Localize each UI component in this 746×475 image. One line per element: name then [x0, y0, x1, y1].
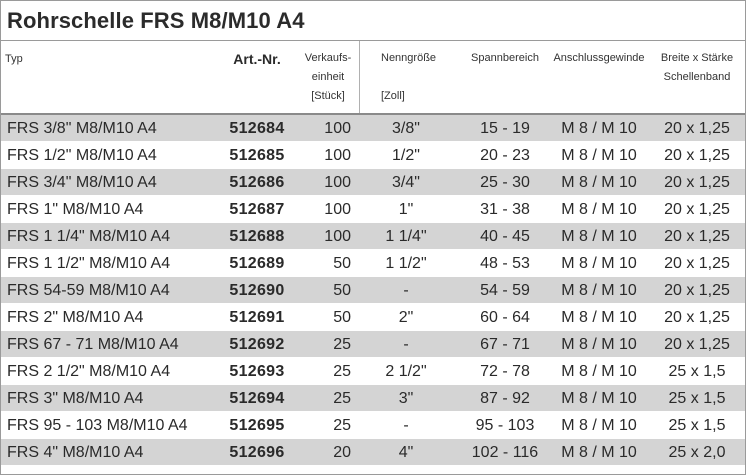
cell-clamp-range: 102 - 116: [471, 444, 539, 461]
cell-article-number: 512691: [229, 309, 285, 326]
cell-band-size: 25 x 1,5: [668, 390, 726, 407]
table-row: [1, 142, 745, 169]
cell-article-number: 512688: [229, 228, 285, 245]
table-header: [1, 41, 745, 115]
cell-sales-unit: 25: [333, 417, 351, 434]
cell-clamp-range: 25 - 30: [480, 174, 530, 191]
header-unit-line1: Verkaufs-: [304, 52, 352, 64]
cell-nominal-size: 3/4": [392, 174, 420, 191]
cell-article-number: 512696: [229, 444, 285, 461]
header-thread: Anschlussgewinde: [553, 52, 645, 64]
header-unit-line2: einheit: [311, 71, 345, 83]
cell-article-number: 512695: [229, 417, 285, 434]
cell-nominal-size: -: [403, 417, 409, 434]
header-size: [381, 49, 436, 106]
cell-sales-unit: 100: [324, 228, 351, 245]
cell-clamp-range: 72 - 78: [480, 363, 530, 380]
cell-article-number: 512684: [229, 120, 285, 137]
cell-band-size: 20 x 1,25: [664, 336, 730, 353]
cell-clamp-range: 95 - 103: [475, 417, 535, 434]
cell-clamp-range: 48 - 53: [480, 255, 530, 272]
header-size-line2: [Zoll]: [381, 90, 405, 102]
table-row: [1, 250, 745, 277]
cell-band-size: 20 x 1,25: [664, 255, 730, 272]
cell-thread: M 8 / M 10: [561, 417, 637, 434]
cell-article-number: 512694: [229, 390, 285, 407]
cell-type: FRS 95 - 103 M8/M10 A4: [7, 417, 188, 434]
cell-clamp-range: 87 - 92: [480, 390, 530, 407]
cell-type: FRS 1 1/2" M8/M10 A4: [7, 255, 171, 272]
cell-clamp-range: 20 - 23: [480, 147, 530, 164]
cell-sales-unit: 25: [333, 363, 351, 380]
header-clamp-range: Spannbereich: [471, 52, 539, 64]
cell-thread: M 8 / M 10: [561, 255, 637, 272]
cell-article-number: 512689: [229, 255, 285, 272]
cell-sales-unit: 20: [333, 444, 351, 461]
cell-sales-unit: 50: [333, 255, 351, 272]
cell-type: FRS 2 1/2" M8/M10 A4: [7, 363, 171, 380]
cell-thread: M 8 / M 10: [561, 228, 637, 245]
table-row: [1, 196, 745, 223]
header-band-line1: Breite x Stärke: [660, 52, 734, 64]
table-row: [1, 169, 745, 196]
cell-article-number: 512693: [229, 363, 285, 380]
cell-sales-unit: 25: [333, 390, 351, 407]
cell-sales-unit: 100: [324, 147, 351, 164]
cell-band-size: 20 x 1,25: [664, 147, 730, 164]
table-row: [1, 331, 745, 358]
cell-thread: M 8 / M 10: [561, 282, 637, 299]
cell-nominal-size: -: [403, 282, 409, 299]
table-row: [1, 439, 745, 466]
cell-clamp-range: 67 - 71: [480, 336, 530, 353]
cell-nominal-size: 1 1/2": [385, 255, 427, 272]
cell-clamp-range: 60 - 64: [480, 309, 530, 326]
cell-thread: M 8 / M 10: [561, 336, 637, 353]
cell-type: FRS 3" M8/M10 A4: [7, 390, 144, 407]
table-row: [1, 358, 745, 385]
cell-type: FRS 1/2" M8/M10 A4: [7, 147, 157, 164]
cell-band-size: 20 x 1,25: [664, 282, 730, 299]
cell-band-size: 20 x 1,25: [664, 201, 730, 218]
cell-sales-unit: 25: [333, 336, 351, 353]
header-unit-line3: [Stück]: [311, 90, 345, 102]
cell-band-size: 25 x 1,5: [668, 363, 726, 380]
cell-article-number: 512692: [229, 336, 285, 353]
cell-thread: M 8 / M 10: [561, 390, 637, 407]
cell-nominal-size: 3": [398, 390, 414, 407]
cell-nominal-size: 1": [398, 201, 414, 218]
cell-clamp-range: 15 - 19: [480, 120, 530, 137]
cell-nominal-size: 4": [398, 444, 414, 461]
cell-nominal-size: 3/8": [392, 120, 420, 137]
header-unit: [297, 49, 359, 106]
cell-article-number: 512685: [229, 147, 285, 164]
cell-article-number: 512690: [229, 282, 285, 299]
table-title: Rohrschelle FRS M8/M10 A4: [1, 1, 745, 41]
cell-nominal-size: 1 1/4": [385, 228, 427, 245]
cell-nominal-size: 2": [398, 309, 414, 326]
cell-sales-unit: 50: [333, 282, 351, 299]
header-band: [649, 49, 745, 87]
cell-sales-unit: 50: [333, 309, 351, 326]
cell-band-size: 25 x 2,0: [668, 444, 726, 461]
cell-band-size: 20 x 1,25: [664, 120, 730, 137]
cell-type: FRS 3/8" M8/M10 A4: [7, 120, 157, 137]
cell-sales-unit: 100: [324, 120, 351, 137]
cell-article-number: 512686: [229, 174, 285, 191]
cell-thread: M 8 / M 10: [561, 120, 637, 137]
header-band-line2: Schellenband: [663, 71, 731, 83]
table-row: [1, 304, 745, 331]
cell-band-size: 20 x 1,25: [664, 174, 730, 191]
cell-thread: M 8 / M 10: [561, 147, 637, 164]
cell-sales-unit: 100: [324, 201, 351, 218]
table-row: [1, 223, 745, 250]
cell-thread: M 8 / M 10: [561, 174, 637, 191]
cell-article-number: 512687: [229, 201, 285, 218]
cell-type: FRS 4" M8/M10 A4: [7, 444, 144, 461]
cell-clamp-range: 40 - 45: [480, 228, 530, 245]
table-body: [1, 115, 745, 466]
header-article: Art.-Nr.: [233, 51, 281, 67]
header-type: Typ: [5, 53, 23, 65]
cell-thread: M 8 / M 10: [561, 309, 637, 326]
cell-type: FRS 1 1/4" M8/M10 A4: [7, 228, 171, 245]
cell-band-size: 20 x 1,25: [664, 309, 730, 326]
cell-nominal-size: 2 1/2": [385, 363, 427, 380]
table-row: [1, 385, 745, 412]
cell-nominal-size: -: [403, 336, 409, 353]
column-divider: [359, 41, 360, 113]
cell-sales-unit: 100: [324, 174, 351, 191]
cell-type: FRS 1" M8/M10 A4: [7, 201, 144, 218]
cell-band-size: 25 x 1,5: [668, 417, 726, 434]
cell-band-size: 20 x 1,25: [664, 228, 730, 245]
header-size-line1: Nenngröße: [381, 52, 437, 64]
table-row: [1, 277, 745, 304]
cell-thread: M 8 / M 10: [561, 363, 637, 380]
cell-thread: M 8 / M 10: [561, 201, 637, 218]
cell-clamp-range: 31 - 38: [480, 201, 530, 218]
cell-type: FRS 67 - 71 M8/M10 A4: [7, 336, 179, 353]
cell-type: FRS 3/4" M8/M10 A4: [7, 174, 157, 191]
cell-nominal-size: 1/2": [392, 147, 420, 164]
cell-type: FRS 2" M8/M10 A4: [7, 309, 144, 326]
cell-type: FRS 54-59 M8/M10 A4: [7, 282, 170, 299]
table-row: [1, 115, 745, 142]
cell-thread: M 8 / M 10: [561, 444, 637, 461]
table-row: [1, 412, 745, 439]
cell-clamp-range: 54 - 59: [480, 282, 530, 299]
